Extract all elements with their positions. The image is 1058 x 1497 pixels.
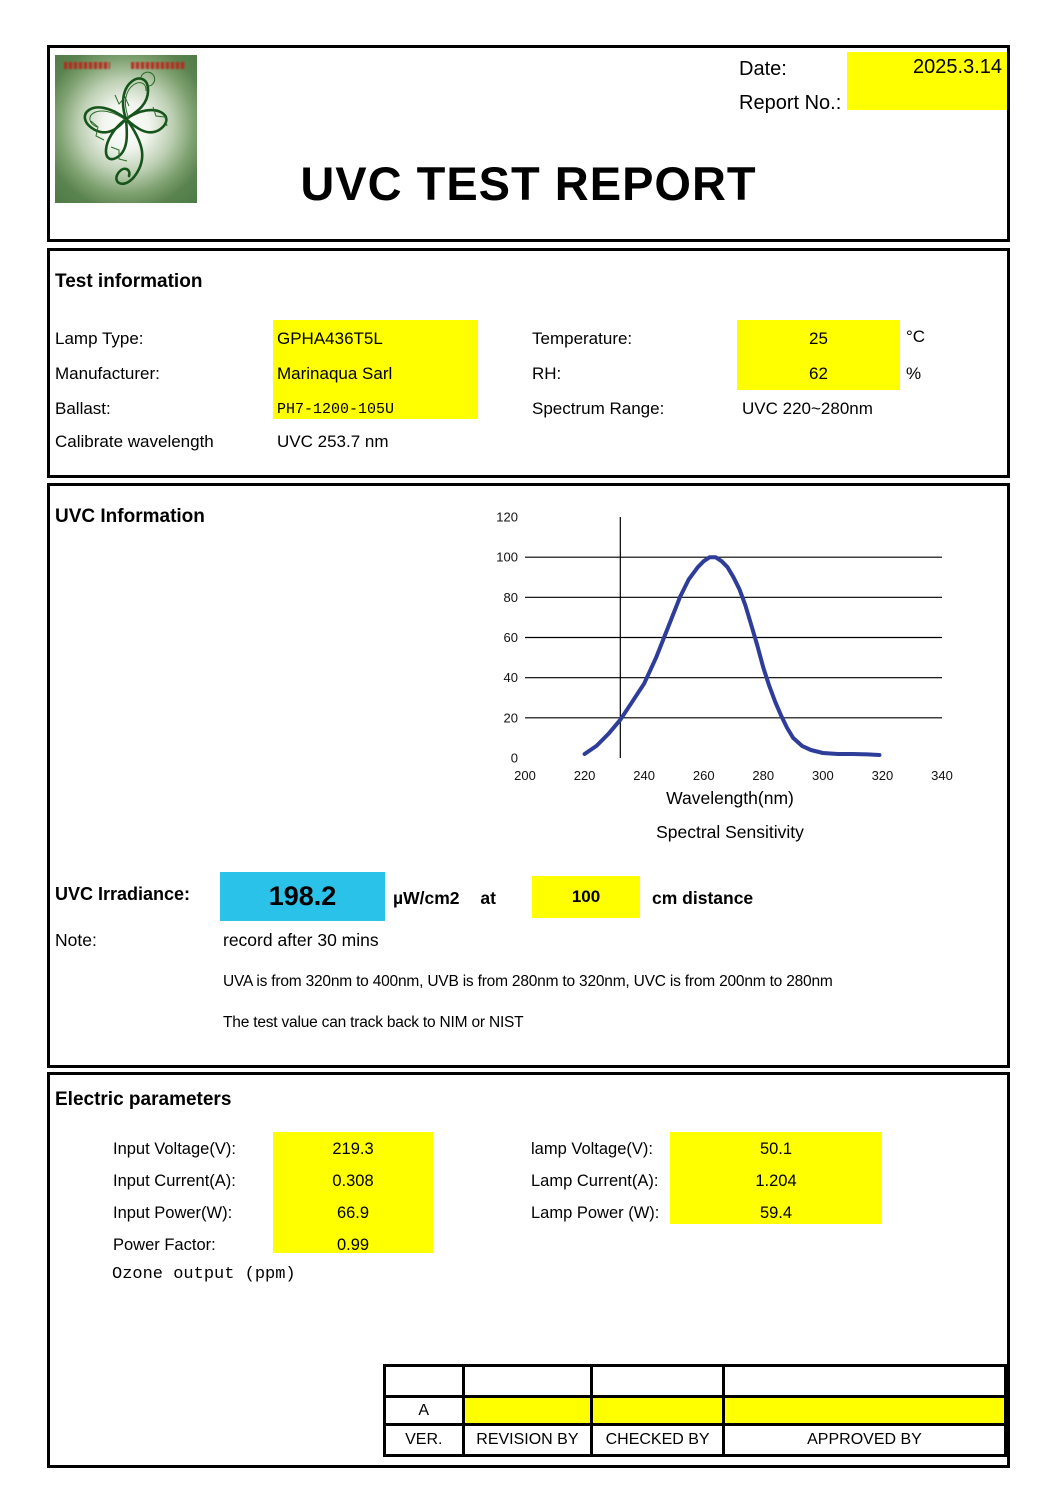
blank-cell [592,1366,724,1397]
report-no-label: Report No.: [739,92,842,114]
uvc-information-heading: UVC Information [55,506,205,527]
approved-by-header-cell: APPROVED BY [723,1425,1005,1456]
input-power-value[interactable]: 66.9 [336,1204,370,1222]
svg-text:60: 60 [503,630,518,645]
revision-table-row-blank [385,1366,1006,1397]
svg-text:80: 80 [503,589,518,605]
date-label: Date: [739,58,787,80]
svg-text:280: 280 [752,768,775,783]
checked-by-header-cell: CHECKED BY [592,1425,724,1456]
svg-text:220: 220 [573,768,596,783]
input-current-value[interactable]: 0.308 [332,1172,374,1190]
lamp-type-label: Lamp Type: [55,329,144,348]
ballast-label: Ballast: [55,399,111,418]
uvc-information-section [47,483,1010,1068]
date-report-highlight [847,52,1007,110]
lamp-current-value[interactable]: 1.204 [755,1172,797,1190]
logo-text-smudge-left [64,62,110,69]
rh-unit: % [906,364,922,383]
svg-text:240: 240 [633,768,655,783]
svg-text:40: 40 [503,670,518,686]
revision-table-row-a [385,1397,1006,1425]
rh-label: RH: [532,364,562,383]
note-label: Note: [55,930,97,950]
input-power-label: Input Power(W): [113,1204,233,1222]
uvc-irradiance-label: UVC Irradiance: [55,884,191,904]
version-cell: A [385,1397,464,1425]
checked-by-entry-cell[interactable] [592,1397,724,1425]
spectrum-range-label: Spectrum Range: [532,399,665,418]
note-line-2: UVA is from 320nm to 400nm, UVB is from 280nm to 320nm, UVC is from 200nm to 280nm [223,973,833,990]
test-information-heading: Test information [55,271,203,292]
distance-value[interactable]: 100 [532,876,640,918]
calibrate-wavelength-label: Calibrate wavelength [55,432,214,451]
power-factor-label: Power Factor: [113,1236,216,1254]
input-current-label: Input Current(A): [113,1172,236,1190]
input-voltage-label: Input Voltage(V): [113,1140,236,1158]
note-line-1: record after 30 mins [223,930,379,950]
temperature-value[interactable]: 25 [809,329,828,348]
lamp-voltage-label: lamp Voltage(V): [531,1140,653,1158]
ballast-value[interactable]: PH7-1200-105U [277,401,395,418]
blank-cell [723,1366,1005,1397]
svg-text:20: 20 [503,710,518,726]
temperature-label: Temperature: [532,329,633,348]
manufacturer-value[interactable]: Marinaqua Sarl [277,364,393,383]
lamp-power-label: Lamp Power (W): [531,1204,660,1222]
svg-text:340: 340 [931,768,953,783]
lamp-power-value[interactable]: 59.4 [759,1204,793,1222]
input-voltage-value[interactable]: 219.3 [332,1140,374,1158]
lamp-type-value[interactable]: GPHA436T5L [277,329,383,348]
electric-parameters-heading: Electric parameters [55,1089,232,1110]
svg-text:320: 320 [871,768,894,783]
revision-table-header-row [385,1425,1006,1456]
svg-text:120: 120 [496,509,518,525]
note-line-3: The test value can track back to NIM or NIST [223,1014,524,1031]
ver-header-cell: VER. [385,1425,464,1456]
report-title: UVC TEST REPORT [300,157,757,210]
blank-cell [463,1366,592,1397]
spectral-sensitivity-chart [480,500,980,795]
lamp-voltage-value[interactable]: 50.1 [759,1140,793,1158]
rh-value[interactable]: 62 [809,364,828,383]
at-label: at [480,888,496,908]
revision-by-header-cell: REVISION BY [463,1425,592,1456]
irradiance-unit-label [393,888,496,909]
lamp-current-label: Lamp Current(A): [531,1172,659,1190]
chart-x-axis-label: Wavelength(nm) [666,788,794,808]
chart-title: Spectral Sensitivity [656,822,804,842]
test-information-section [47,248,1010,478]
electric-parameters-section [47,1072,1010,1468]
uvc-irradiance-value[interactable]: 198.2 [220,872,385,921]
logo-text-smudge-right [131,62,185,69]
manufacturer-label: Manufacturer: [55,364,160,383]
spectrum-range-value: UVC 220~280nm [742,399,873,418]
svg-text:100: 100 [496,549,518,565]
report-no-value[interactable] [847,82,1007,110]
distance-unit-label: cm distance [652,888,754,908]
header-section [47,45,1010,242]
date-value[interactable]: 2025.3.14 [913,56,1002,78]
revision-table [383,1364,1007,1457]
svg-text:200: 200 [514,768,536,783]
approved-by-entry-cell[interactable] [723,1397,1005,1425]
calibrate-wavelength-value: UVC 253.7 nm [277,432,389,451]
ozone-output-label: Ozone output (ppm) [112,1265,296,1284]
svg-text:300: 300 [812,768,834,783]
power-factor-value[interactable]: 0.99 [336,1236,370,1254]
svg-text:260: 260 [692,768,715,783]
temperature-unit: °C [906,327,926,346]
svg-text:0: 0 [510,750,518,766]
revision-by-entry-cell[interactable] [463,1397,592,1425]
blank-cell [385,1366,464,1397]
unit-text: µW/cm2 [393,888,460,908]
